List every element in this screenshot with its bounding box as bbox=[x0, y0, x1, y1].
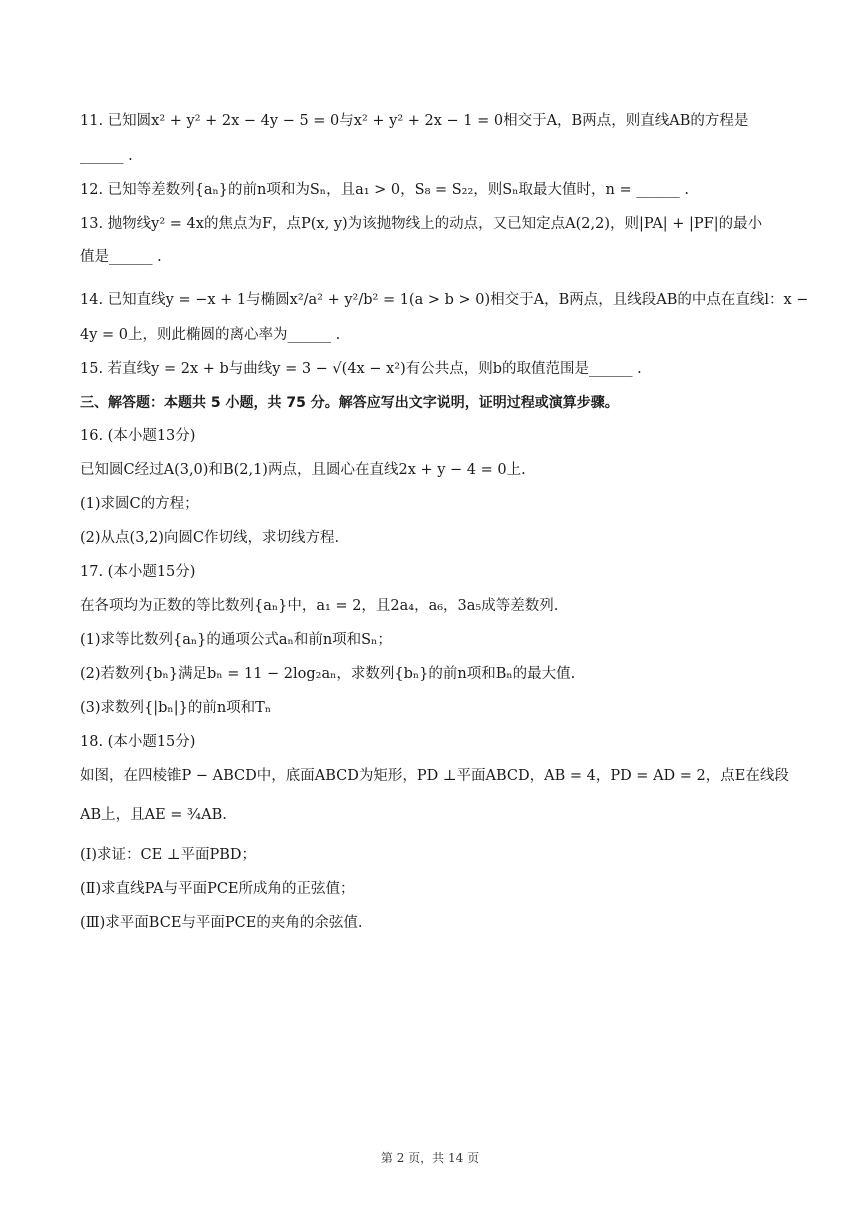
q13-line-1: 13. 抛物线y² = 4x的焦点为F，点P(x, y)为该抛物线上的动点，又已知定点A(2,2)，则|PA| + |PF|的最小 bbox=[80, 216, 763, 232]
q14-line-1: 14. 已知直线y = −x + 1与椭圆x²/a² + y²/b² = 1(a > b > 0)相交于A，B两点，且线段AB的中点在直线l：x − bbox=[80, 292, 809, 308]
q18-part-1: (Ⅰ)求证：CE ⊥平面PBD； bbox=[80, 847, 257, 863]
q18-stem-2: AB上，且AE = ¾AB. bbox=[80, 807, 227, 823]
q16-part-2: (2)从点(3,2)向圆C作切线，求切线方程. bbox=[80, 530, 340, 546]
q17-stem: 在各项均为正数的等比数列{aₙ}中，a₁ = 2，且2a₄，a₆，3a₅成等差数列. bbox=[80, 598, 559, 614]
q12-line: 12. 已知等差数列{aₙ}的前n项和为Sₙ，且a₁ > 0，S₈ = S₂₂，则Sₙ取最大值时，n = ______ . bbox=[80, 182, 689, 198]
section-three-heading: 三、解答题：本题共 5 小题，共 75 分。解答应写出文字说明，证明过程或演算步骤。 bbox=[80, 395, 619, 411]
q15-line: 15. 若直线y = 2x + b与曲线y = 3 − √(4x − x²)有公共点，则b的取值范围是______ . bbox=[80, 361, 642, 377]
q18-stem-1: 如图，在四棱锥P − ABCD中，底面ABCD为矩形，PD ⊥平面ABCD，AB = 4，PD = AD = 2，点E在线段 bbox=[80, 768, 789, 784]
q17-part-1: (1)求等比数列{aₙ}的通项公式aₙ和前n项和Sₙ； bbox=[80, 632, 392, 648]
q14-line-2: 4y = 0上，则此椭圆的离心率为______ . bbox=[80, 327, 341, 343]
q18-part-3: (Ⅲ)求平面BCE与平面PCE的夹角的余弦值. bbox=[80, 915, 363, 931]
q13-line-2: 值是______ . bbox=[80, 249, 162, 265]
q17-header: 17. (本小题15分) bbox=[80, 564, 196, 580]
q17-part-2: (2)若数列{bₙ}满足bₙ = 11 − 2log₂aₙ，求数列{bₙ}的前n项和Bₙ的最大值. bbox=[80, 666, 576, 682]
q18-part-2: (Ⅱ)求直线PA与平面PCE所成角的正弦值； bbox=[80, 881, 355, 897]
q11-line-2: ______ . bbox=[80, 148, 133, 164]
q18-header: 18. (本小题15分) bbox=[80, 734, 196, 750]
q16-part-1: (1)求圆C的方程； bbox=[80, 496, 199, 512]
q16-header: 16. (本小题13分) bbox=[80, 428, 196, 444]
q11-line-1: 11. 已知圆x² + y² + 2x − 4y − 5 = 0与x² + y² + 2x − 1 = 0相交于A，B两点，则直线AB的方程是 bbox=[80, 113, 749, 129]
page-footer: 第 2 页，共 14 页 bbox=[380, 1151, 480, 1165]
q17-part-3: (3)求数列{|bₙ|}的前n项和Tₙ bbox=[80, 700, 272, 716]
q16-stem: 已知圆C经过A(3,0)和B(2,1)两点，且圆心在直线2x + y − 4 = 0上. bbox=[80, 462, 526, 478]
